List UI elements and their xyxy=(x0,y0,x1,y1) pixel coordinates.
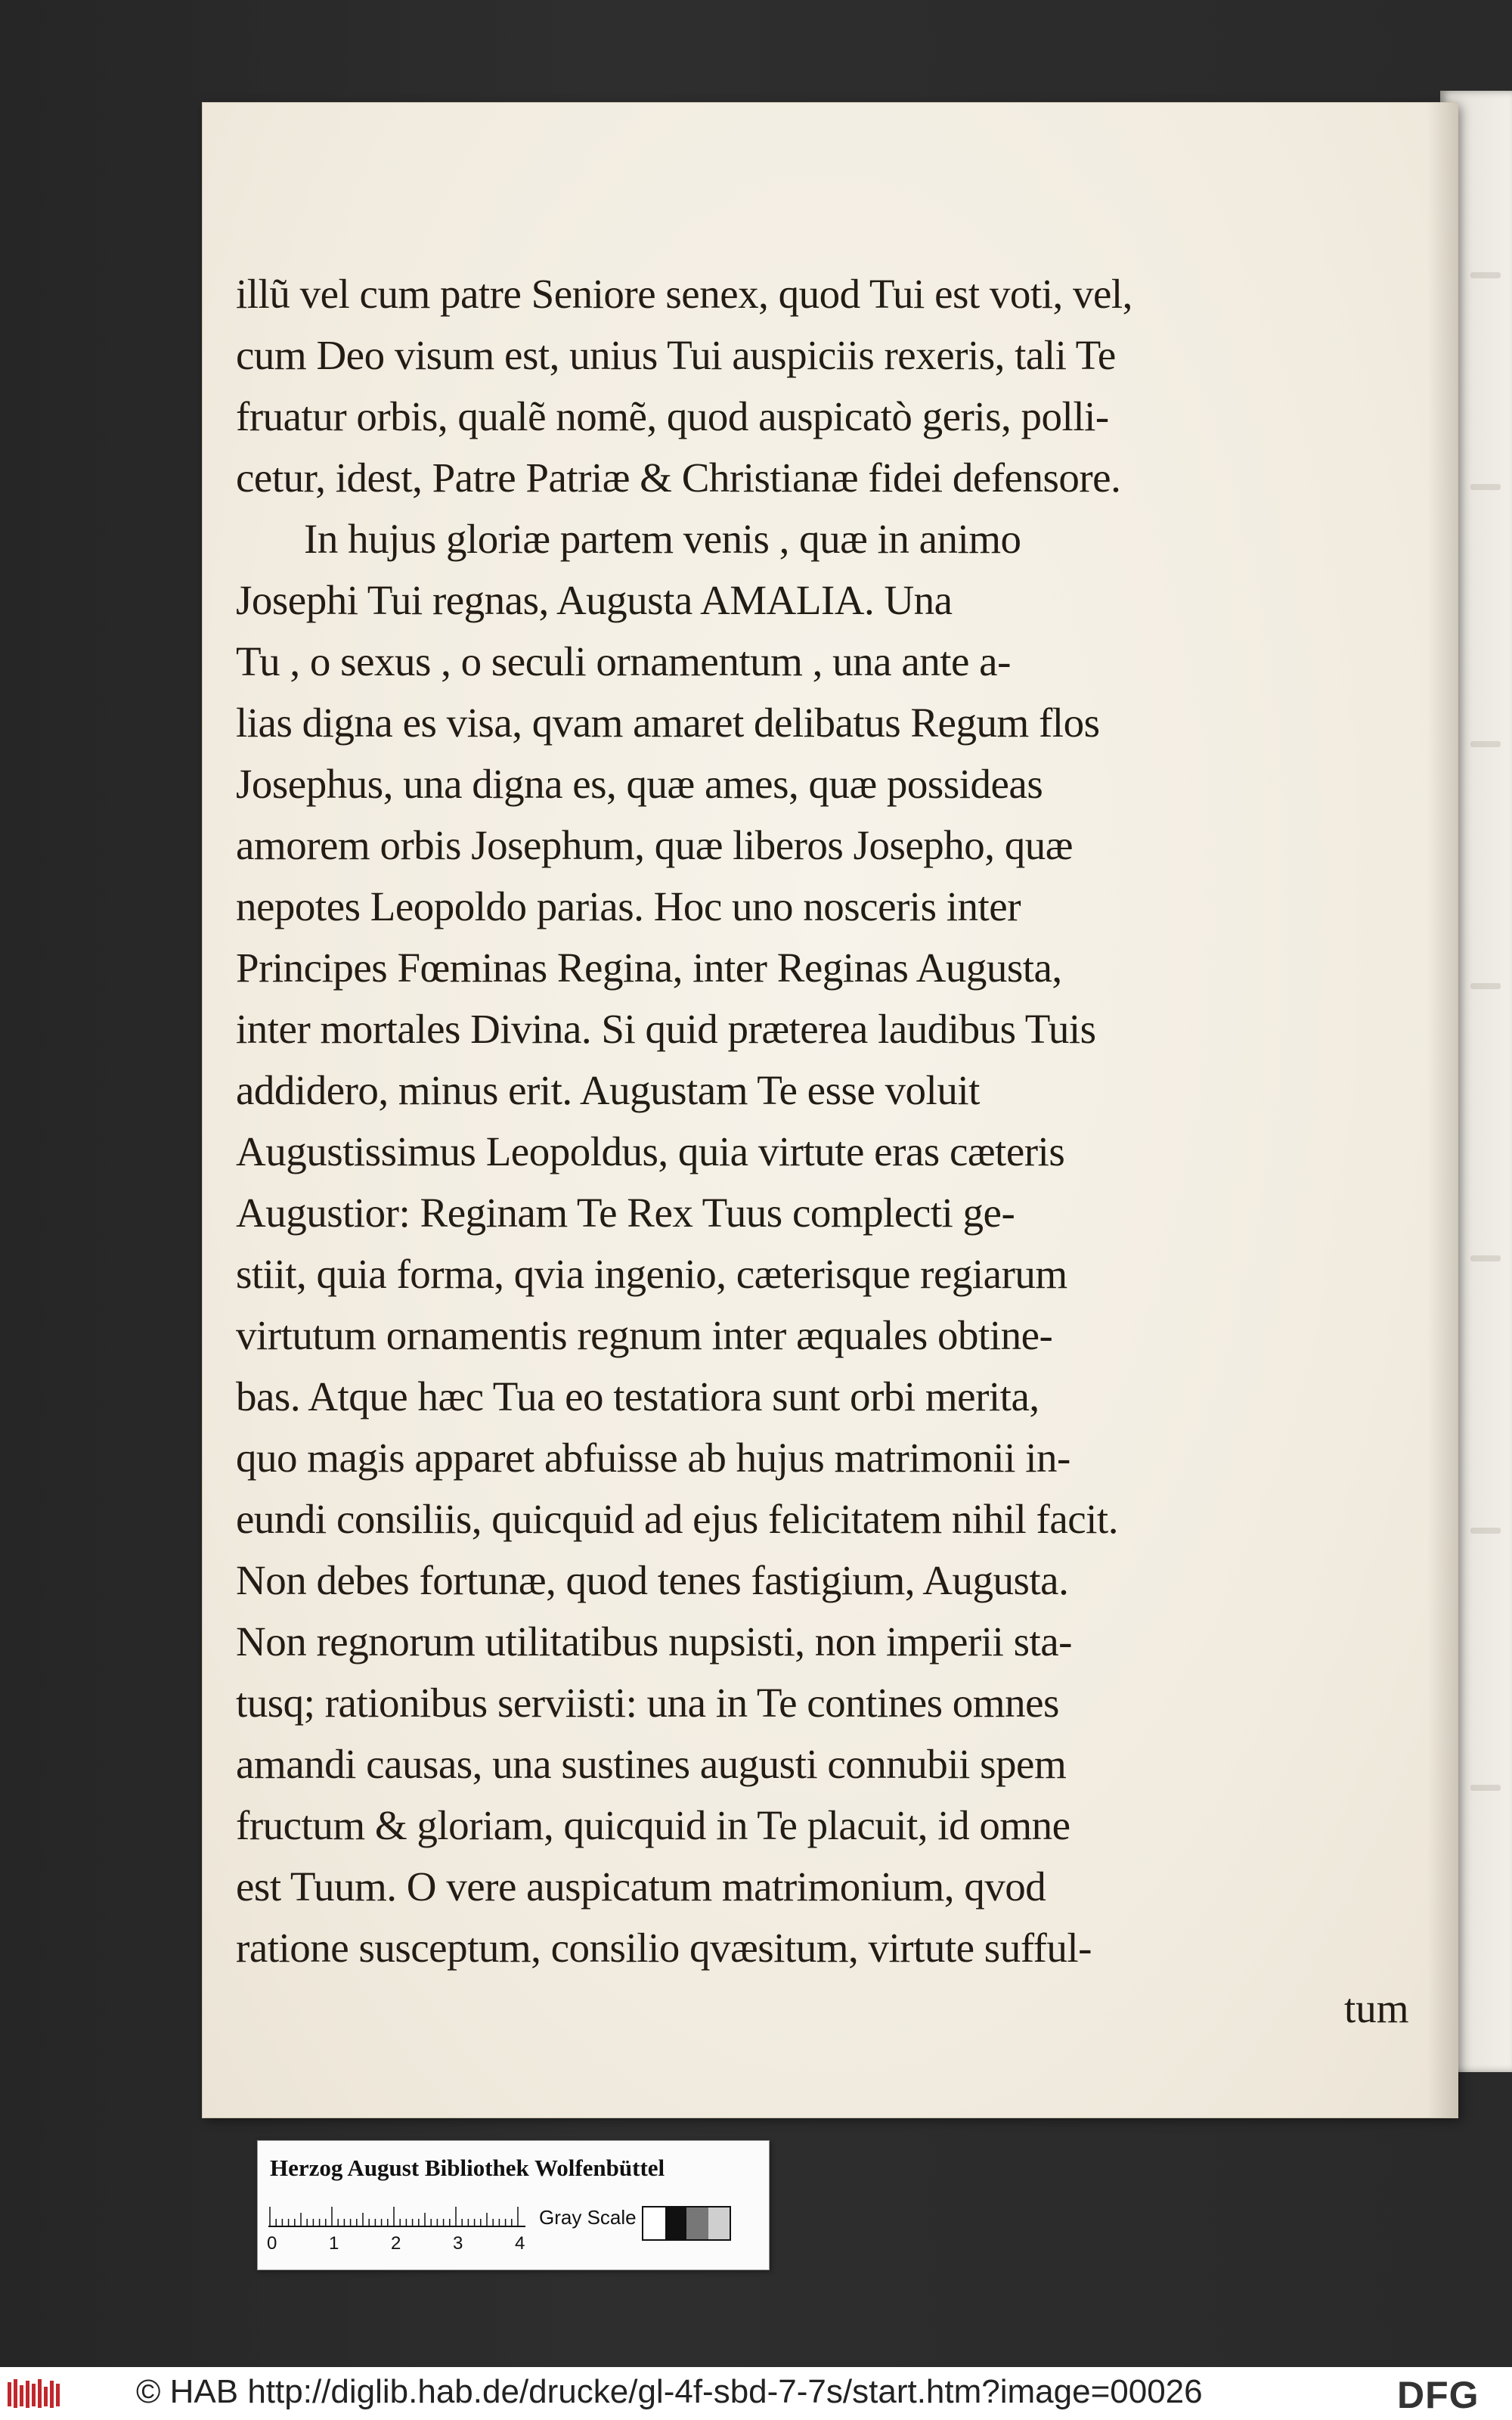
ruler-number: 4 xyxy=(515,2233,525,2254)
text-line: addidero, minus erit. Augustam Te esse voluit xyxy=(236,1067,980,1113)
ruler-scale xyxy=(268,2204,533,2227)
text-line: Josephus, una digna es, quæ ames, quæ possideas xyxy=(236,761,1043,807)
text-line: fructum & gloriam, quicquid in Te placuit, id omne xyxy=(236,1802,1070,1848)
text-line: In hujus gloriæ partem venis , quæ in animo xyxy=(304,516,1021,562)
text-line: quo magis apparet abfuisse ab hujus matrimonii in- xyxy=(236,1435,1070,1481)
text-line: amorem orbis Josephum, quæ liberos Josepho, quæ xyxy=(236,822,1073,868)
text-line: Josephi Tui regnas, Augusta AMALIA. Una xyxy=(236,577,953,623)
library-label xyxy=(257,2140,770,2270)
text-line: inter mortales Divina. Si quid præterea laudibus Tuis xyxy=(236,1006,1096,1052)
hab-logo-icon xyxy=(6,2376,64,2411)
text-line: nepotes Leopoldo parias. Hoc uno nosceris inter xyxy=(236,883,1021,929)
text-line: lias digna es visa, qvam amaret delibatus Regum flos xyxy=(236,700,1100,746)
url-footer xyxy=(0,2367,1512,2420)
ruler-number: 2 xyxy=(391,2233,401,2254)
text-line: Principes Fœminas Regina, inter Reginas Augusta, xyxy=(236,945,1062,991)
ruler-number: 1 xyxy=(329,2233,339,2254)
text-line: Augustissimus Leopoldus, quia virtute eras cæteris xyxy=(236,1128,1065,1174)
library-name: Herzog August Bibliothek Wolfenbüttel xyxy=(270,2155,665,2181)
text-line: tusq; rationibus serviisti: una in Te contines omnes xyxy=(236,1680,1059,1726)
ruler-number: 3 xyxy=(453,2233,463,2254)
text-line: amandi causas, una sustines augusti connubii spem xyxy=(236,1741,1067,1787)
dfg-logo: DFG xyxy=(1397,2374,1479,2416)
text-line: cum Deo visum est, unius Tui auspiciis rexeris, tali Te xyxy=(236,332,1116,378)
grayscale-swatch xyxy=(642,2206,731,2241)
text-line: virtutum ornamentis regnum inter æquales obtine- xyxy=(236,1312,1053,1358)
text-line: stiit, quia forma, qvia ingenio, cæterisque regiarum xyxy=(236,1251,1067,1297)
text-line: illũ vel cum patre Seniore senex, quod Tui est voti, vel, xyxy=(236,271,1132,317)
text-line: cetur, idest, Patre Patriæ & Christianæ fidei defensore. xyxy=(236,455,1121,501)
catchword: tum xyxy=(1344,1985,1409,2031)
text-line: Non debes fortunæ, quod tenes fastigium, Augusta. xyxy=(236,1557,1069,1603)
text-line: Augustior: Reginam Te Rex Tuus complecti ge- xyxy=(236,1190,1015,1236)
ruler-numbers xyxy=(267,2233,539,2259)
text-line: ratione susceptum, consilio qvæsitum, virtute sufful- xyxy=(236,1925,1092,1971)
ruler-number: 0 xyxy=(267,2233,277,2254)
text-line: est Tuum. O vere auspicatum matrimonium, qvod xyxy=(236,1863,1046,1910)
grayscale-label: Gray Scale xyxy=(539,2206,637,2229)
text-line: bas. Atque hæc Tua eo testatiora sunt orbi merita, xyxy=(236,1373,1040,1419)
footer-url: © HAB http://diglib.hab.de/drucke/gl-4f-sbd-7-7s/start.htm?image=00026 xyxy=(136,2373,1203,2410)
text-line: fruatur orbis, qualẽ nomẽ, quod auspicatò geris, polli- xyxy=(236,393,1109,439)
text-line: eundi consiliis, quicquid ad ejus felicitatem nihil facit. xyxy=(236,1496,1118,1542)
text-line: Tu , o sexus , o seculi ornamentum , una ante a- xyxy=(236,638,1011,684)
text-line: Non regnorum utilitatibus nupsisti, non imperii sta- xyxy=(236,1618,1072,1665)
